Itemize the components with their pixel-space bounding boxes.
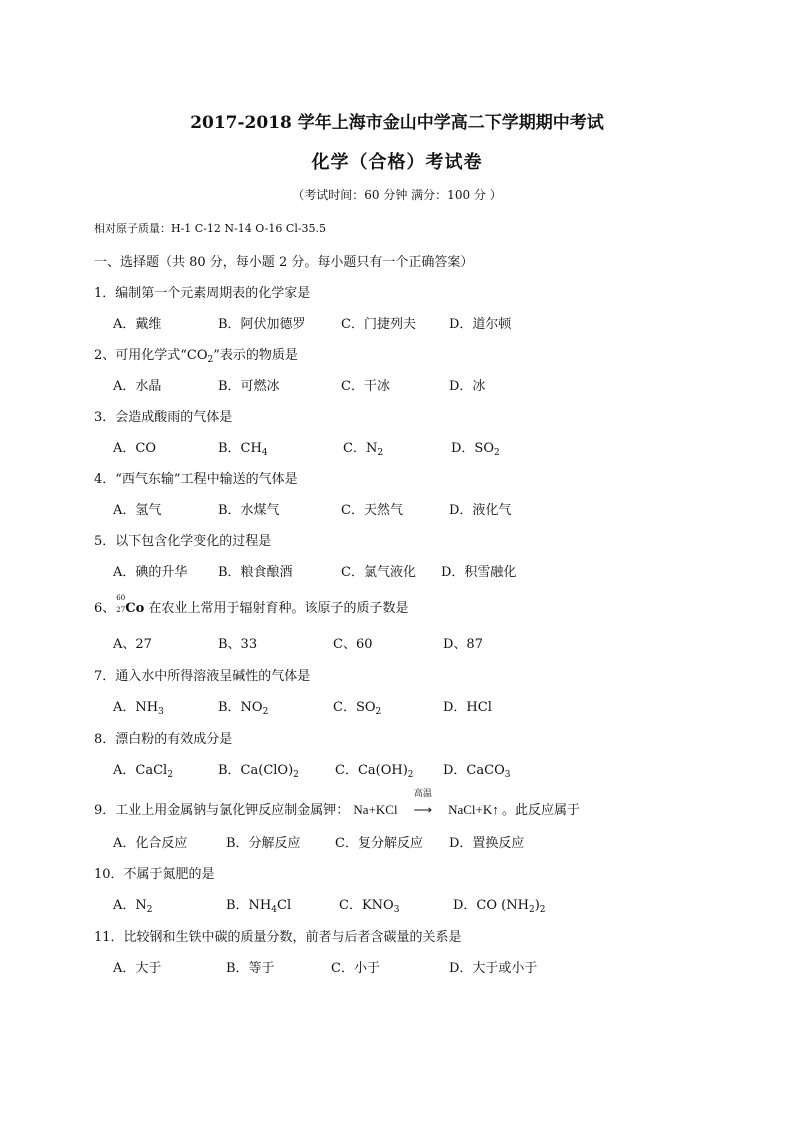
option-text: A．NH: [113, 700, 159, 715]
option-a[interactable]: A．大于: [113, 961, 162, 976]
option-c[interactable]: [335, 759, 414, 778]
option-text: A．N: [113, 898, 147, 913]
atomic-number: 27: [116, 606, 126, 614]
subscript: 2: [528, 905, 535, 915]
exam-info: （考试时间：60 分钟 满分：100 分 ）: [292, 188, 502, 202]
question-9-stem: [94, 788, 581, 818]
subscript: 2: [293, 770, 299, 780]
question-10-stem: 10．不属于氮肥的是: [94, 867, 215, 882]
option-d[interactable]: D．置换反应: [449, 836, 525, 851]
option-a[interactable]: A．CO: [113, 441, 156, 456]
equation-products: NaCl+K↑: [448, 802, 499, 817]
stem-text: 在农业上常用于辐射育种。该原子的质子数是: [144, 601, 409, 616]
subscript: 2: [262, 707, 269, 717]
option-d[interactable]: D．积雪融化: [441, 565, 517, 580]
option-a[interactable]: A、27: [113, 637, 152, 652]
subscript: 2: [494, 448, 500, 458]
option-text: Cl: [277, 898, 292, 913]
option-a[interactable]: [113, 759, 173, 778]
stem-text: ”表示的物质是: [213, 348, 298, 363]
option-b[interactable]: [218, 437, 268, 456]
subscript: 4: [261, 448, 268, 458]
question-11-stem: 11．比较钢和生铁中碳的质量分数，前者与后者含碳量的关系是: [94, 930, 462, 945]
question-5-stem: 5．以下包含化学变化的过程是: [94, 534, 272, 549]
option-text: A．CaCl: [113, 763, 168, 778]
option-b[interactable]: B．等于: [226, 961, 275, 976]
option-d[interactable]: D．大于或小于: [449, 961, 538, 976]
stem-text: 2、可用化学式“CO: [94, 348, 208, 363]
question-8-stem: 8．漂白粉的有效成分是: [94, 732, 233, 747]
option-c[interactable]: [339, 894, 399, 913]
subscript: 3: [393, 905, 400, 915]
section-heading: 一、选择题（共 80 分，每小题 2 分。每小题只有一个正确答案）: [94, 255, 474, 270]
subscript: 2: [375, 707, 382, 717]
option-c[interactable]: C、60: [333, 637, 373, 652]
subscript: 4: [271, 905, 277, 915]
stem-text: 9．工业上用金属钠与氯化钾反应制金属钾：: [94, 803, 350, 818]
option-a[interactable]: A．化合反应: [113, 836, 188, 851]
subscript: 2: [377, 448, 384, 458]
option-c[interactable]: [333, 696, 381, 715]
option-text: B．CH: [218, 441, 262, 456]
equation-reactants: Na+KCl: [353, 802, 398, 817]
option-a[interactable]: [113, 696, 164, 715]
option-c[interactable]: C．氯气液化: [341, 565, 416, 580]
stem-text: 。此反应属于: [502, 803, 581, 818]
reaction-equation: [353, 788, 502, 817]
question-number: 6、: [94, 601, 116, 616]
option-text: D．SO: [451, 441, 494, 456]
option-c[interactable]: C．小于: [331, 961, 380, 976]
option-a[interactable]: A．水晶: [113, 379, 162, 394]
option-text: C．SO: [333, 700, 376, 715]
option-c[interactable]: C．干冰: [341, 379, 390, 394]
option-d[interactable]: D．HCl: [443, 700, 492, 715]
subscript: 2: [539, 905, 546, 915]
option-d[interactable]: D．冰: [449, 379, 486, 394]
option-text: B．NO: [218, 700, 263, 715]
page-title: 2017-2018 学年上海市金山中学高二下学期期中考试: [190, 113, 604, 133]
option-text: ): [534, 898, 540, 913]
option-b[interactable]: [218, 759, 299, 778]
reaction-arrow: 高温 ⟶: [401, 802, 445, 818]
option-b[interactable]: B．可燃冰: [218, 379, 280, 394]
atomic-masses: 相对原子质量：H-1 C-12 N-14 O-16 Cl-35.5: [94, 222, 327, 235]
subscript: 2: [207, 355, 214, 365]
option-a[interactable]: A．氢气: [113, 503, 162, 518]
option-c[interactable]: C．门捷列夫: [341, 317, 416, 332]
subscript: 3: [158, 707, 164, 717]
question-6-stem: [94, 594, 409, 616]
option-b[interactable]: B．分解反应: [226, 836, 301, 851]
option-d[interactable]: D．道尔顿: [449, 317, 512, 332]
subscript: 2: [146, 905, 153, 915]
question-3-stem: 3．会造成酸雨的气体是: [94, 410, 233, 425]
page-subtitle: 化学（合格）考试卷: [311, 152, 483, 173]
option-b[interactable]: B、33: [218, 637, 258, 652]
question-4-stem: 4．“西气东输”工程中输送的气体是: [94, 472, 298, 487]
nuclide-notation: [115, 594, 126, 614]
subscript: 2: [167, 770, 173, 780]
option-b[interactable]: [218, 696, 268, 715]
option-a[interactable]: A．戴维: [113, 317, 162, 332]
option-text: C．Ca(OH): [335, 763, 408, 778]
question-2-stem: [94, 344, 298, 363]
option-b[interactable]: B．粮食酿酒: [218, 565, 293, 580]
option-c[interactable]: C．复分解反应: [335, 836, 423, 851]
subscript: 2: [407, 770, 414, 780]
option-text: C．N: [343, 441, 378, 456]
option-a[interactable]: A．碘的升华: [113, 565, 188, 580]
option-text: D．CaCO: [443, 763, 505, 778]
option-text: B．NH: [226, 898, 272, 913]
subscript: 3: [504, 770, 511, 780]
option-d[interactable]: [451, 437, 500, 456]
option-text: C．KNO: [339, 898, 394, 913]
option-d[interactable]: D、87: [443, 637, 483, 652]
option-d[interactable]: [453, 894, 546, 913]
question-1-stem: 1．编制第一个元素周期表的化学家是: [94, 286, 311, 301]
option-text: B．Ca(ClO): [218, 763, 294, 778]
option-b[interactable]: B．阿伏加德罗: [218, 317, 306, 332]
reaction-condition: 高温: [413, 788, 432, 798]
option-c[interactable]: [343, 437, 383, 456]
option-text: D．CO (NH: [453, 898, 529, 913]
mass-number: 60: [116, 594, 126, 602]
option-c[interactable]: C．天然气: [341, 503, 403, 518]
option-b[interactable]: B．水煤气: [218, 503, 280, 518]
option-b[interactable]: [226, 894, 291, 913]
option-d[interactable]: D．液化气: [449, 503, 512, 518]
option-d[interactable]: [443, 759, 510, 778]
option-a[interactable]: [113, 894, 153, 913]
element-symbol: Co: [125, 601, 145, 616]
question-7-stem: 7．通入水中所得溶液呈碱性的气体是: [94, 669, 311, 684]
